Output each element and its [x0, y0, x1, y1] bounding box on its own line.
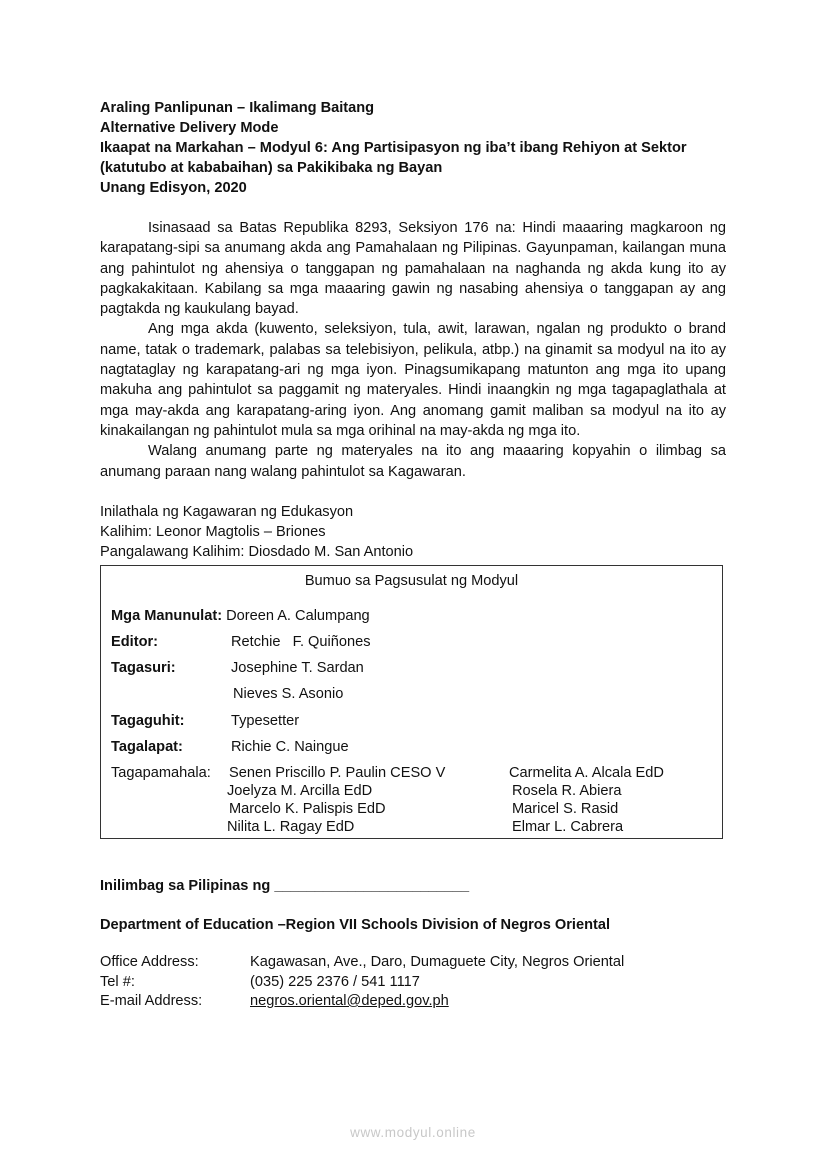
- managers-column-2: [509, 764, 664, 836]
- credit-row-editor: [111, 632, 371, 652]
- credit-value: Nieves S. Asonio: [233, 686, 344, 702]
- credit-label: Editor:: [111, 634, 159, 650]
- manager-name: Marcelo K. Palispis EdD: [229, 801, 386, 817]
- manager-name: Elmar L. Cabrera: [512, 819, 624, 835]
- credit-value: Retchie F. Quiñones: [231, 634, 371, 650]
- delivery-mode: Alternative Delivery Mode: [100, 120, 279, 136]
- tel-value: (035) 225 2376 / 541 1117: [250, 973, 420, 990]
- undersecretary-line: Pangalawang Kalihim: Diosdado M. San Antonio: [100, 543, 414, 560]
- credits-title: Bumuo sa Pagsusulat ng Modyul: [304, 573, 519, 589]
- printing-and-contact: [100, 876, 740, 1012]
- publisher-info: [100, 502, 726, 562]
- copyright-paragraph-1: Isinasaad sa Batas Republika 8293, Seksiyon 176 na: Hindi maaaring magkaroon ng karapatang-sipi sa anumang akda ang Pamahalaan ng Pilipinas. Gayunpaman, kailangan muna ang pahintulot ng ahensiya o tanggapan ng pamahalaan na naghanda ng akda kung ito ay pagkakakitaan. Kabilang sa mga maaaring gawin ng nasabing ahensiya o tanggapan ay ang pagtakda ng kaukulang bayad.: [100, 220, 726, 318]
- office-address-label: Office Address:: [100, 954, 199, 970]
- manager-name: Rosela R. Abiera: [512, 783, 622, 799]
- copyright-page: [100, 98, 726, 562]
- credit-label: Tagasuri:: [111, 660, 176, 676]
- manager-name: Carmelita A. Alcala EdD: [509, 765, 664, 781]
- email-label: E-mail Address:: [100, 993, 203, 1009]
- manager-name: Maricel S. Rasid: [512, 801, 619, 817]
- printed-in-line: Inilimbag sa Pilipinas ng ________________________: [100, 878, 470, 894]
- credit-row-reviewer: [111, 658, 364, 678]
- managers-label: Tagapamahala:: [111, 765, 211, 781]
- credit-value: Typesetter: [231, 713, 300, 729]
- edition: Unang Edisyon, 2020: [100, 180, 247, 196]
- credit-label: Tagaguhit:: [111, 713, 185, 729]
- tel-label: Tel #:: [100, 973, 135, 990]
- credit-value: Richie C. Naingue: [231, 739, 349, 755]
- credit-row-reviewer-2: [111, 684, 343, 704]
- module-subtitle: (katutubo at kababaihan) sa Pakikibaka ng Bayan: [100, 160, 443, 176]
- document-header: [100, 98, 726, 198]
- tel-row: [100, 973, 740, 993]
- manager-name: Senen Priscillo P. Paulin CESO V: [229, 765, 446, 781]
- office-address-row: [100, 953, 740, 973]
- department-line: Department of Education –Region VII Schools Division of Negros Oriental: [100, 917, 611, 933]
- credit-value: Doreen A. Calumpang: [226, 608, 370, 624]
- watermark: www.modyul.online: [350, 1125, 476, 1140]
- credit-row-writers: [111, 606, 370, 626]
- copyright-paragraph-2: Ang mga akda (kuwento, seleksiyon, tula, awit, larawan, ngalan ng produkto o brand name, tatak o trademark, palabas sa telebisiyon, pelikula, atbp.) na ginamit sa modyul na ito ay nagtataglay ng karapatang-ari ng mga iyon. Pinagsumikapang matunton ang mga ito upang makuha ang pahintulot sa paggamit ng materyales. Hindi inaangkin ng mga tagapaglathala at mga may-akda ang karapatang-aring iyon. Ang anomang gamit maliban sa modyul na ito ay kinakailangan ng pahintulot mula sa mga orihinal na may-akda ng mga ito.: [100, 321, 726, 439]
- secretary-line: Kalihim: Leonor Magtolis – Briones: [100, 523, 326, 540]
- email-link[interactable]: negros.oriental@deped.gov.ph: [250, 993, 449, 1009]
- credit-label: Mga Manunulat:: [111, 608, 223, 624]
- publisher-line: Inilathala ng Kagawaran ng Edukasyon: [100, 503, 354, 520]
- manager-name: Nilita L. Ragay EdD: [227, 819, 355, 835]
- credit-row-illustrator: [111, 711, 299, 731]
- office-address-value: Kagawasan, Ave., Daro, Dumaguete City, Negros Oriental: [250, 954, 625, 970]
- managers-column-1: [229, 764, 445, 836]
- module-title: Ikaapat na Markahan – Modyul 6: Ang Partisipasyon ng iba’t ibang Rehiyon at Sektor: [100, 140, 687, 156]
- email-row: [100, 992, 740, 1012]
- credit-label: Tagalapat:: [111, 739, 183, 755]
- credits-box: [100, 565, 723, 839]
- subject-title: Araling Panlipunan – Ikalimang Baitang: [100, 100, 375, 116]
- manager-name: Joelyza M. Arcilla EdD: [227, 783, 373, 799]
- copyright-paragraph-3: Walang anumang parte ng materyales na ito ang maaaring kopyahin o ilimbag sa anumang paraan nang walang pahintulot sa Kagawaran.: [100, 443, 726, 480]
- credit-value: Josephine T. Sardan: [231, 660, 364, 676]
- credit-row-layout: [111, 737, 349, 757]
